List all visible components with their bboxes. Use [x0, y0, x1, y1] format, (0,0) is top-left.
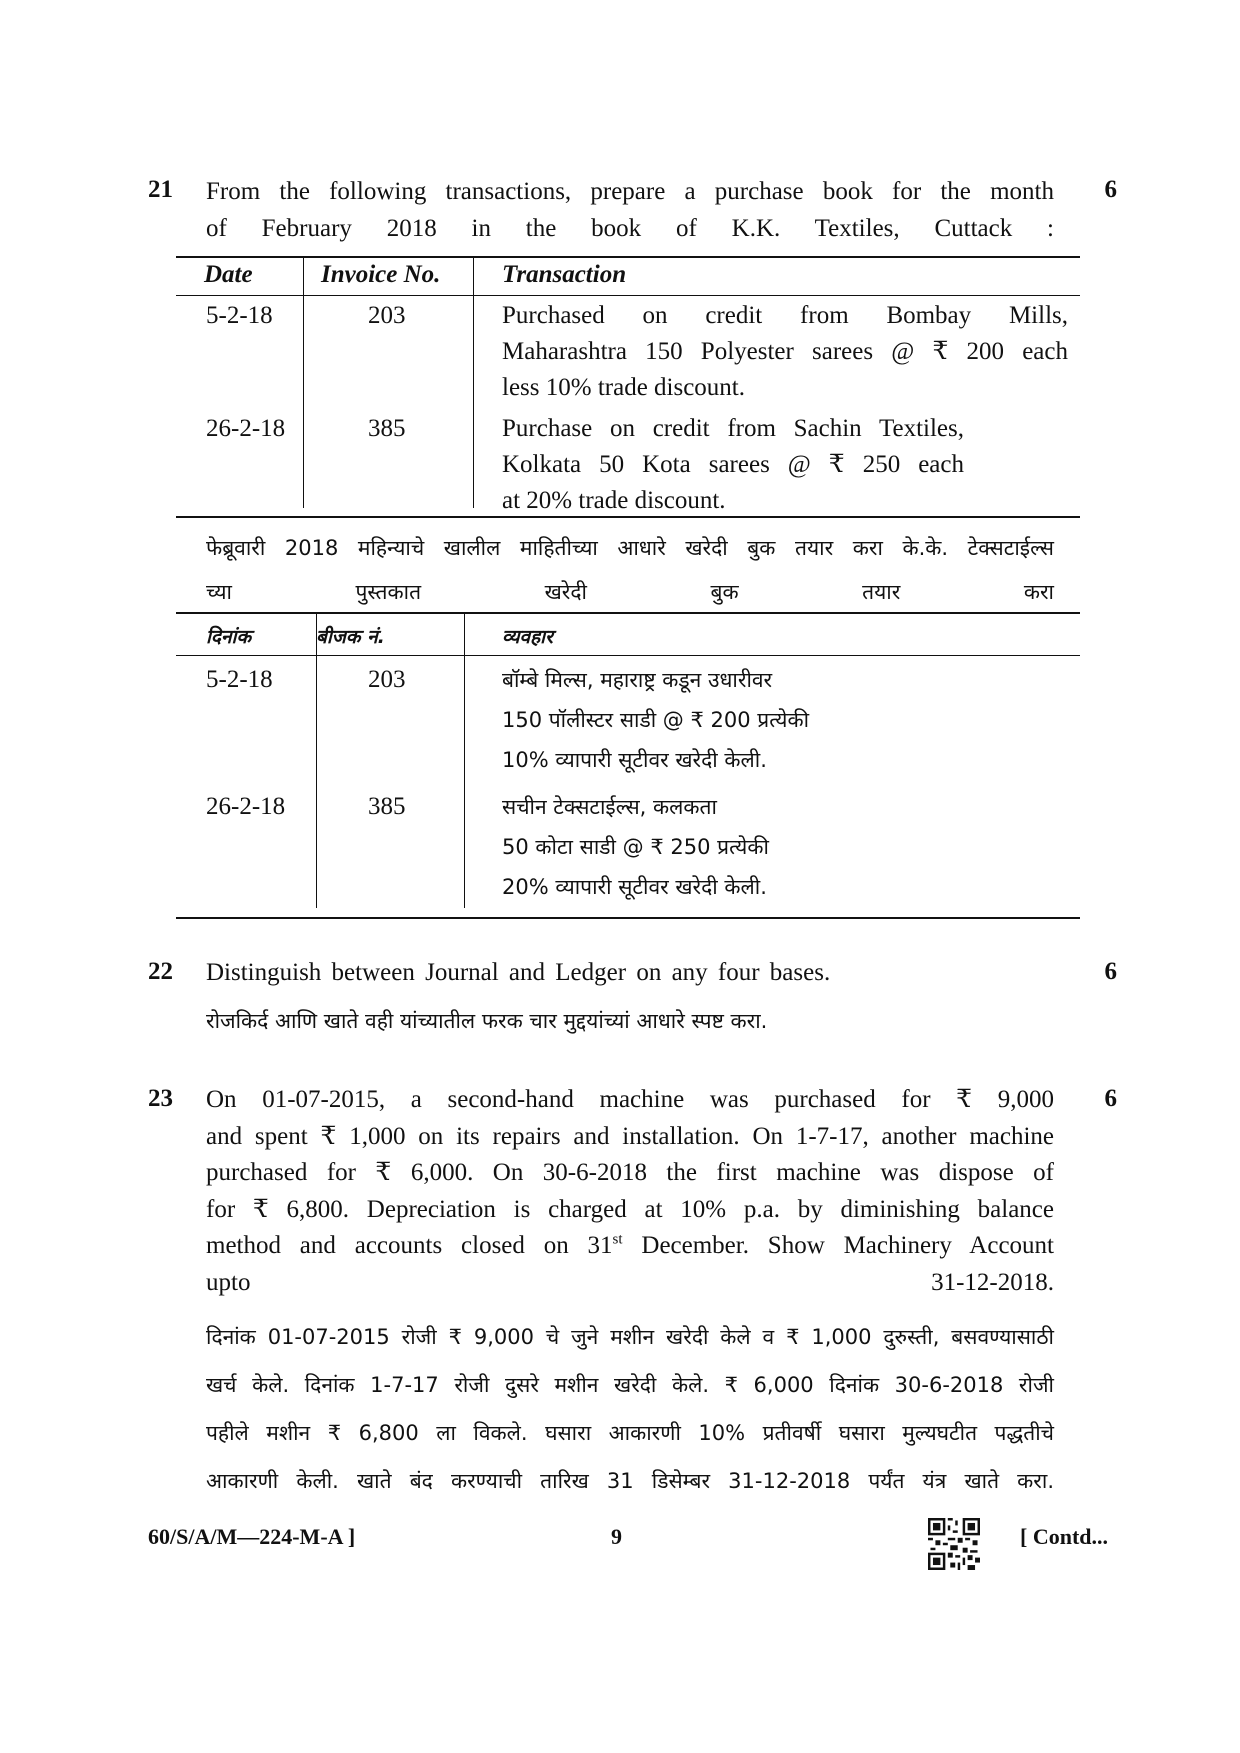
- transaction-line: Kolkata 50 Kota sarees @ ₹ 250 each: [502, 451, 964, 478]
- hindi-header-transaction: व्यवहार: [502, 626, 553, 648]
- transaction-line: Purchase on credit from Sachin Textiles,: [502, 415, 964, 442]
- q22-hindi-question: रोजकिर्द आणि खाते वही यांच्यातील फरक चार मुद्दयांच्यां आधारे स्पष्ट करा.: [206, 1009, 768, 1033]
- q21-question-line-1: From the following transactions, prepare a purchase book for the month: [206, 178, 1054, 205]
- q23-question: [206, 1082, 1054, 1301]
- table-row-2-invoice: 385: [368, 415, 406, 442]
- q23-hindi-line-4: आकारणी केली. खाते बंद करण्याची तारिख 31 डिसेम्बर 31-12-2018 पर्यंत यंत्र खाते करा.: [206, 1469, 1054, 1493]
- q23-number: 23: [148, 1085, 173, 1112]
- hindi-header-date: दिनांक: [206, 626, 252, 648]
- hindi-line-1: फेब्रूवारी 2018 महिन्याचे खालील माहितीच्या आधारे खरेदी बुक तयार करा के.के. टेक्सटाईल्स: [206, 536, 1054, 560]
- q22-question: Distinguish between Journal and Ledger on any four bases.: [206, 959, 831, 986]
- q21-question-line-2: of February 2018 in the book of K.K. Textiles, Cuttack :: [206, 215, 1054, 242]
- table-header-transaction: Transaction: [502, 261, 627, 288]
- q21-marks: 6: [1104, 176, 1117, 203]
- q21-table-english: [176, 256, 1080, 518]
- q23-line-2: and spent ₹ 1,000 on its repairs and installation. On 1-7-17, another machine: [206, 1122, 1054, 1150]
- hindi-row-1-date: 5-2-18: [206, 666, 273, 693]
- q22-marks: 6: [1104, 958, 1117, 985]
- q23-line-1: On 01-07-2015, a second-hand machine was purchased for ₹ 9,000: [206, 1086, 1054, 1113]
- transaction-line: Maharashtra 150 Polyester sarees @ ₹ 200 each: [502, 338, 1068, 365]
- transaction-line: सचीन टेक्सटाईल्स, कलकता: [502, 795, 717, 819]
- hindi-row-2-date: 26-2-18: [206, 793, 286, 820]
- page-number: 9: [611, 1524, 622, 1549]
- transaction-line: 10% व्यापारी सूटीवर खरेदी केली.: [502, 748, 767, 772]
- table-row-1-transaction: [502, 298, 1068, 406]
- q23-superscript: st: [612, 1231, 623, 1248]
- transaction-line: 150 पॉलीस्टर साडी @ ₹ 200 प्रत्येकी: [502, 708, 810, 732]
- hindi-header-invoice: बीजक नं.: [316, 626, 385, 648]
- table-header-invoice: Invoice No.: [321, 261, 441, 288]
- q23-line-5-start: method and accounts closed on 31: [206, 1232, 613, 1259]
- table-row-1-invoice: 203: [368, 302, 406, 329]
- q23-line-3: purchased for ₹ 6,000. On 30-6-2018 the first machine was dispose of: [206, 1159, 1054, 1186]
- q22-number: 22: [148, 958, 173, 985]
- hindi-line-2: च्या पुस्तकात खरेदी बुक तयार करा: [206, 580, 1054, 604]
- hindi-row-2-invoice: 385: [368, 793, 406, 820]
- q21-table-hindi: [176, 612, 1080, 922]
- q23-line-5: [206, 1228, 1054, 1265]
- table-row-2-transaction: [502, 411, 964, 519]
- qr-code-icon: [928, 1518, 980, 1570]
- paper-code: 60/S/A/M—224-M-A ]: [148, 1524, 356, 1549]
- q23-hindi-line-1: दिनांक 01-07-2015 रोजी ₹ 9,000 चे जुने मशीन खरेदी केले व ₹ 1,000 दुरुस्ती, बसवण्यासाठी: [206, 1325, 1054, 1349]
- q23-marks: 6: [1104, 1085, 1117, 1112]
- q21-hindi-question: [206, 526, 1054, 614]
- continued-label: [ Contd...: [1020, 1524, 1109, 1549]
- q21-number: 21: [148, 176, 173, 203]
- transaction-line: at 20% trade discount.: [502, 487, 726, 514]
- table-row-1-date: 5-2-18: [206, 302, 273, 329]
- q21-question: [206, 173, 1054, 247]
- hindi-row-2-transaction: [502, 787, 942, 907]
- transaction-line: less 10% trade discount.: [502, 374, 746, 401]
- transaction-line: Purchased on credit from Bombay Mills,: [502, 302, 1068, 329]
- q23-line-4: for ₹ 6,800. Depreciation is charged at 10% p.a. by diminishing balance: [206, 1195, 1054, 1223]
- q23-hindi-line-3: पहीले मशीन ₹ 6,800 ला विकले. घसारा आकारणी 10% प्रतीवर्षी घसारा मुल्यघटीत पद्धतीचे: [206, 1421, 1054, 1445]
- q23-line-6: upto 31-12-2018.: [206, 1268, 1054, 1296]
- table-row-2-date: 26-2-18: [206, 415, 286, 442]
- q23-hindi-line-2: खर्च केले. दिनांक 1-7-17 रोजी दुसरे मशीन खरेदी केले. ₹ 6,000 दिनांक 30-6-2018 रोजी: [206, 1373, 1054, 1397]
- transaction-line: 50 कोटा साडी @ ₹ 250 प्रत्येकी: [502, 835, 769, 859]
- hindi-row-1-invoice: 203: [368, 666, 406, 693]
- q23-hindi-question: [206, 1313, 1054, 1505]
- hindi-row-1-transaction: [502, 660, 942, 780]
- transaction-line: बॉम्बे मिल्स, महाराष्ट्र कडून उधारीवर: [502, 668, 773, 692]
- table-header-date: Date: [204, 261, 253, 288]
- q23-line-5-end: December. Show Machinery Account: [622, 1232, 1055, 1259]
- transaction-line: 20% व्यापारी सूटीवर खरेदी केली.: [502, 875, 767, 899]
